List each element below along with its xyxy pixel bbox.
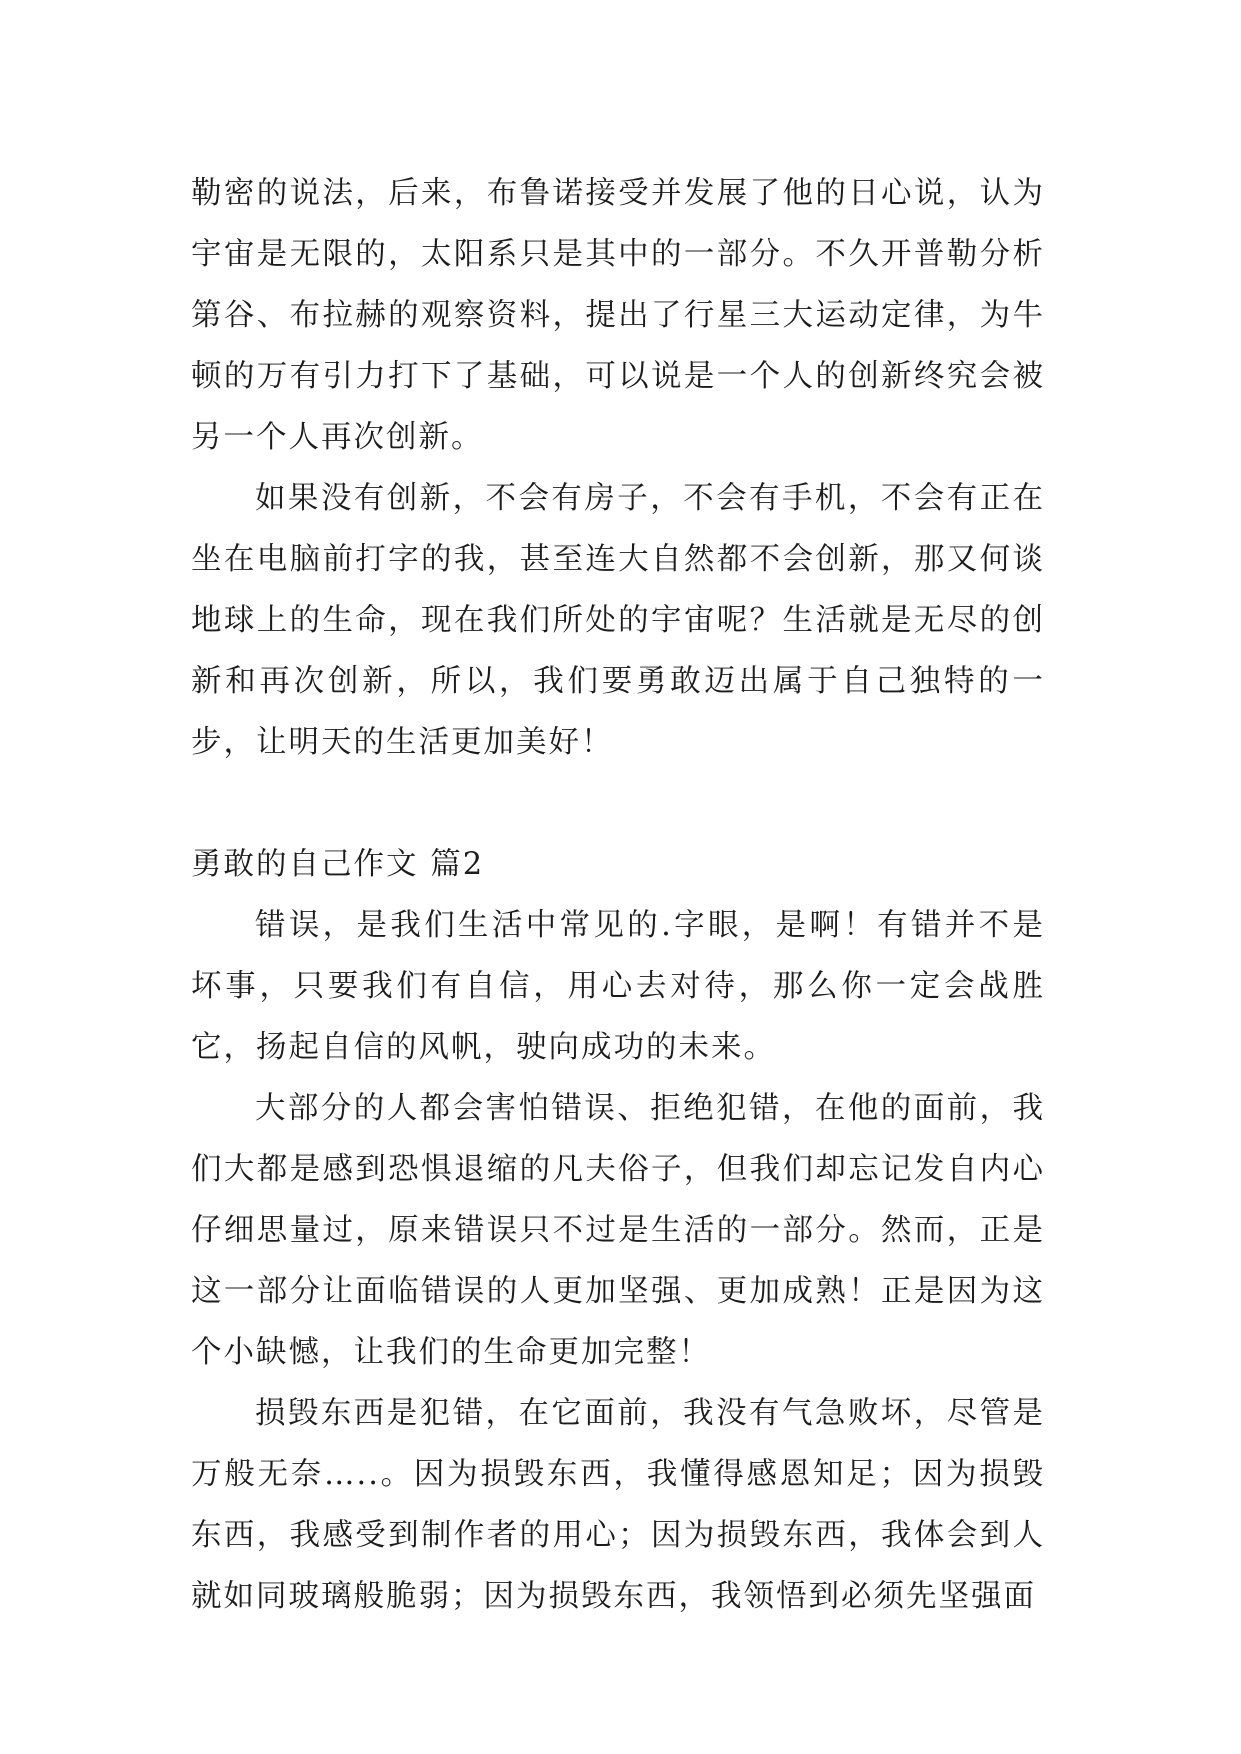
section-title: 勇敢的自己作文 篇2 bbox=[191, 847, 485, 882]
paragraph-gap bbox=[191, 773, 1045, 834]
document-body bbox=[191, 163, 1045, 1627]
paragraph-damage: 损毁东西是犯错，在它面前，我没有气急败坏，尽管是万般无奈…..。因为损毁东西，我懂得感恩知足；因为损毁东西，我感受到制作者的用心；因为损毁东西，我体会到人就如同玻璃般脆弱；因为损毁东西，我领悟到必须先坚强面 bbox=[191, 1396, 1045, 1614]
paragraph-innovation: 如果没有创新，不会有房子，不会有手机，不会有正在坐在电脑前打字的我，甚至连大自然都不会创新，那又何谈地球上的生命，现在我们所处的宇宙呢？生活就是无尽的创新和再次创新，所以，我们要勇敢迈出属于自己独特的一步，让明天的生活更加美好！ bbox=[191, 481, 1045, 760]
paragraph-continued: 勒密的说法，后来，布鲁诺接受并发展了他的日心说，认为宇宙是无限的，太阳系只是其中的一部分。不久开普勒分析第谷、布拉赫的观察资料，提出了行星三大运动定律，为牛顿的万有引力打下了基础，可以说是一个人的创新终究会被另一个人再次创新。 bbox=[191, 176, 1045, 455]
paragraph-fear: 大部分的人都会害怕错误、拒绝犯错，在他的面前，我们大都是感到恐惧退缩的凡夫俗子，但我们却忘记发自内心仔细思量过，原来错误只不过是生活的一部分。然而，正是这一部分让面临错误的人更加坚强、更加成熟！正是因为这个小缺憾，让我们的生命更加完整！ bbox=[191, 1091, 1045, 1370]
paragraph-mistakes: 错误，是我们生活中常见的.字眼，是啊！有错并不是坏事，只要我们有自信，用心去对待，那么你一定会战胜它，扬起自信的风帆，驶向成功的未来。 bbox=[191, 908, 1045, 1065]
